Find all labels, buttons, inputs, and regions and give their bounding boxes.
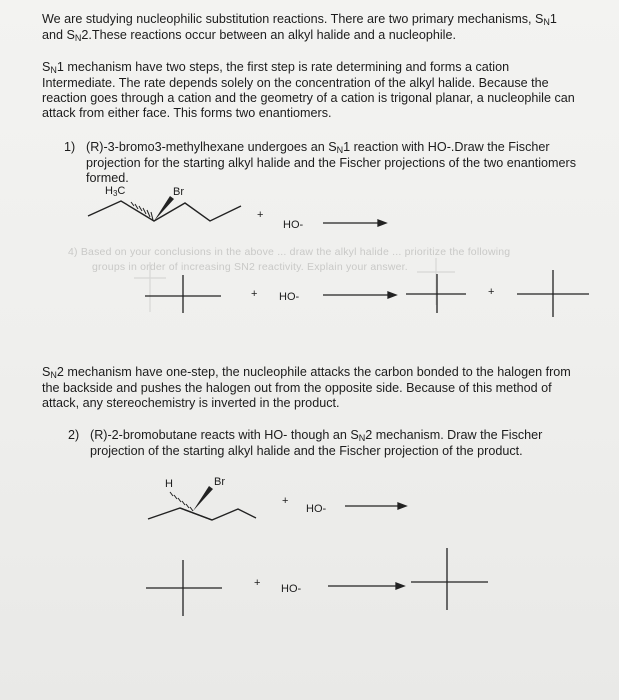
q1-fischer-enantiomer-2 xyxy=(517,270,589,317)
sn1-paragraph: SN1 mechanism have two steps, the first step is rate determining and forms a cation Intermediate. The rate depends solely on the concentration of the alkyl halide. Because the reaction goes through a cation and the geometry of a cation is trigonal planar, a nucleophile can attack from either face. This forms two enantiomers. xyxy=(42,60,575,120)
bromine-label: Br xyxy=(173,186,184,198)
q2-fischer-starting xyxy=(146,560,222,616)
methyl-label: H3C xyxy=(105,185,126,198)
question-1-number: 1) xyxy=(64,140,76,154)
plus-sign: + xyxy=(251,288,258,300)
q1-arrow-1 xyxy=(323,220,386,226)
q2-arrow-2 xyxy=(328,583,404,589)
q1-skeletal-structure xyxy=(88,196,241,221)
hydroxide-label: HO- xyxy=(283,219,304,231)
hydroxide-label: HO- xyxy=(279,291,300,303)
bromine-label: Br xyxy=(214,476,225,488)
intro-paragraph: We are studying nucleophilic substitution reactions. There are two primary mechanisms, SN1 and SN2.These reactions occur between an alkyl halide and a nucleophile. xyxy=(42,12,557,43)
q1-arrow-2 xyxy=(323,292,396,298)
faded-background-text-2: groups in order of increasing SN2 reactivity. Explain your answer. xyxy=(92,261,408,273)
question-2-number: 2) xyxy=(68,428,80,442)
q2-fischer-product xyxy=(411,548,488,610)
hydrogen-label: H xyxy=(165,478,173,490)
question-1: 1) (R)-3-bromo3-methylhexane undergoes an SN1 reaction with HO-.Draw the Fischer projection for the starting alkyl halide and the Fischer projections of the two enantiomers formed. xyxy=(64,140,577,185)
question-2: 2) (R)-2-bromobutane reacts with HO- though an SN2 mechanism. Draw the Fischer projection of the starting alkyl halide and the Fischer projection of the product. xyxy=(68,428,543,458)
q1-fischer-starting xyxy=(145,275,221,313)
sn2-paragraph: SN2 mechanism have one-step, the nucleophile attacks the carbon bonded to the halogen from the backside and pushes the halogen out from the opposite side. Because of this method of attack, any stereochemistry is inverted in the product. xyxy=(42,365,571,410)
plus-sign: + xyxy=(254,577,261,589)
plus-sign: + xyxy=(488,286,495,298)
hydroxide-label: HO- xyxy=(306,503,327,515)
q2-arrow-1 xyxy=(345,503,406,509)
plus-sign: + xyxy=(257,209,264,221)
plus-sign: + xyxy=(282,495,289,507)
faded-crosses xyxy=(134,258,455,312)
hydroxide-label: HO- xyxy=(281,583,302,595)
faded-background-text: 4) Based on your conclusions in the above ... draw the alkyl halide ... prioritize the following xyxy=(68,246,511,258)
q2-skeletal-structure xyxy=(148,486,256,520)
